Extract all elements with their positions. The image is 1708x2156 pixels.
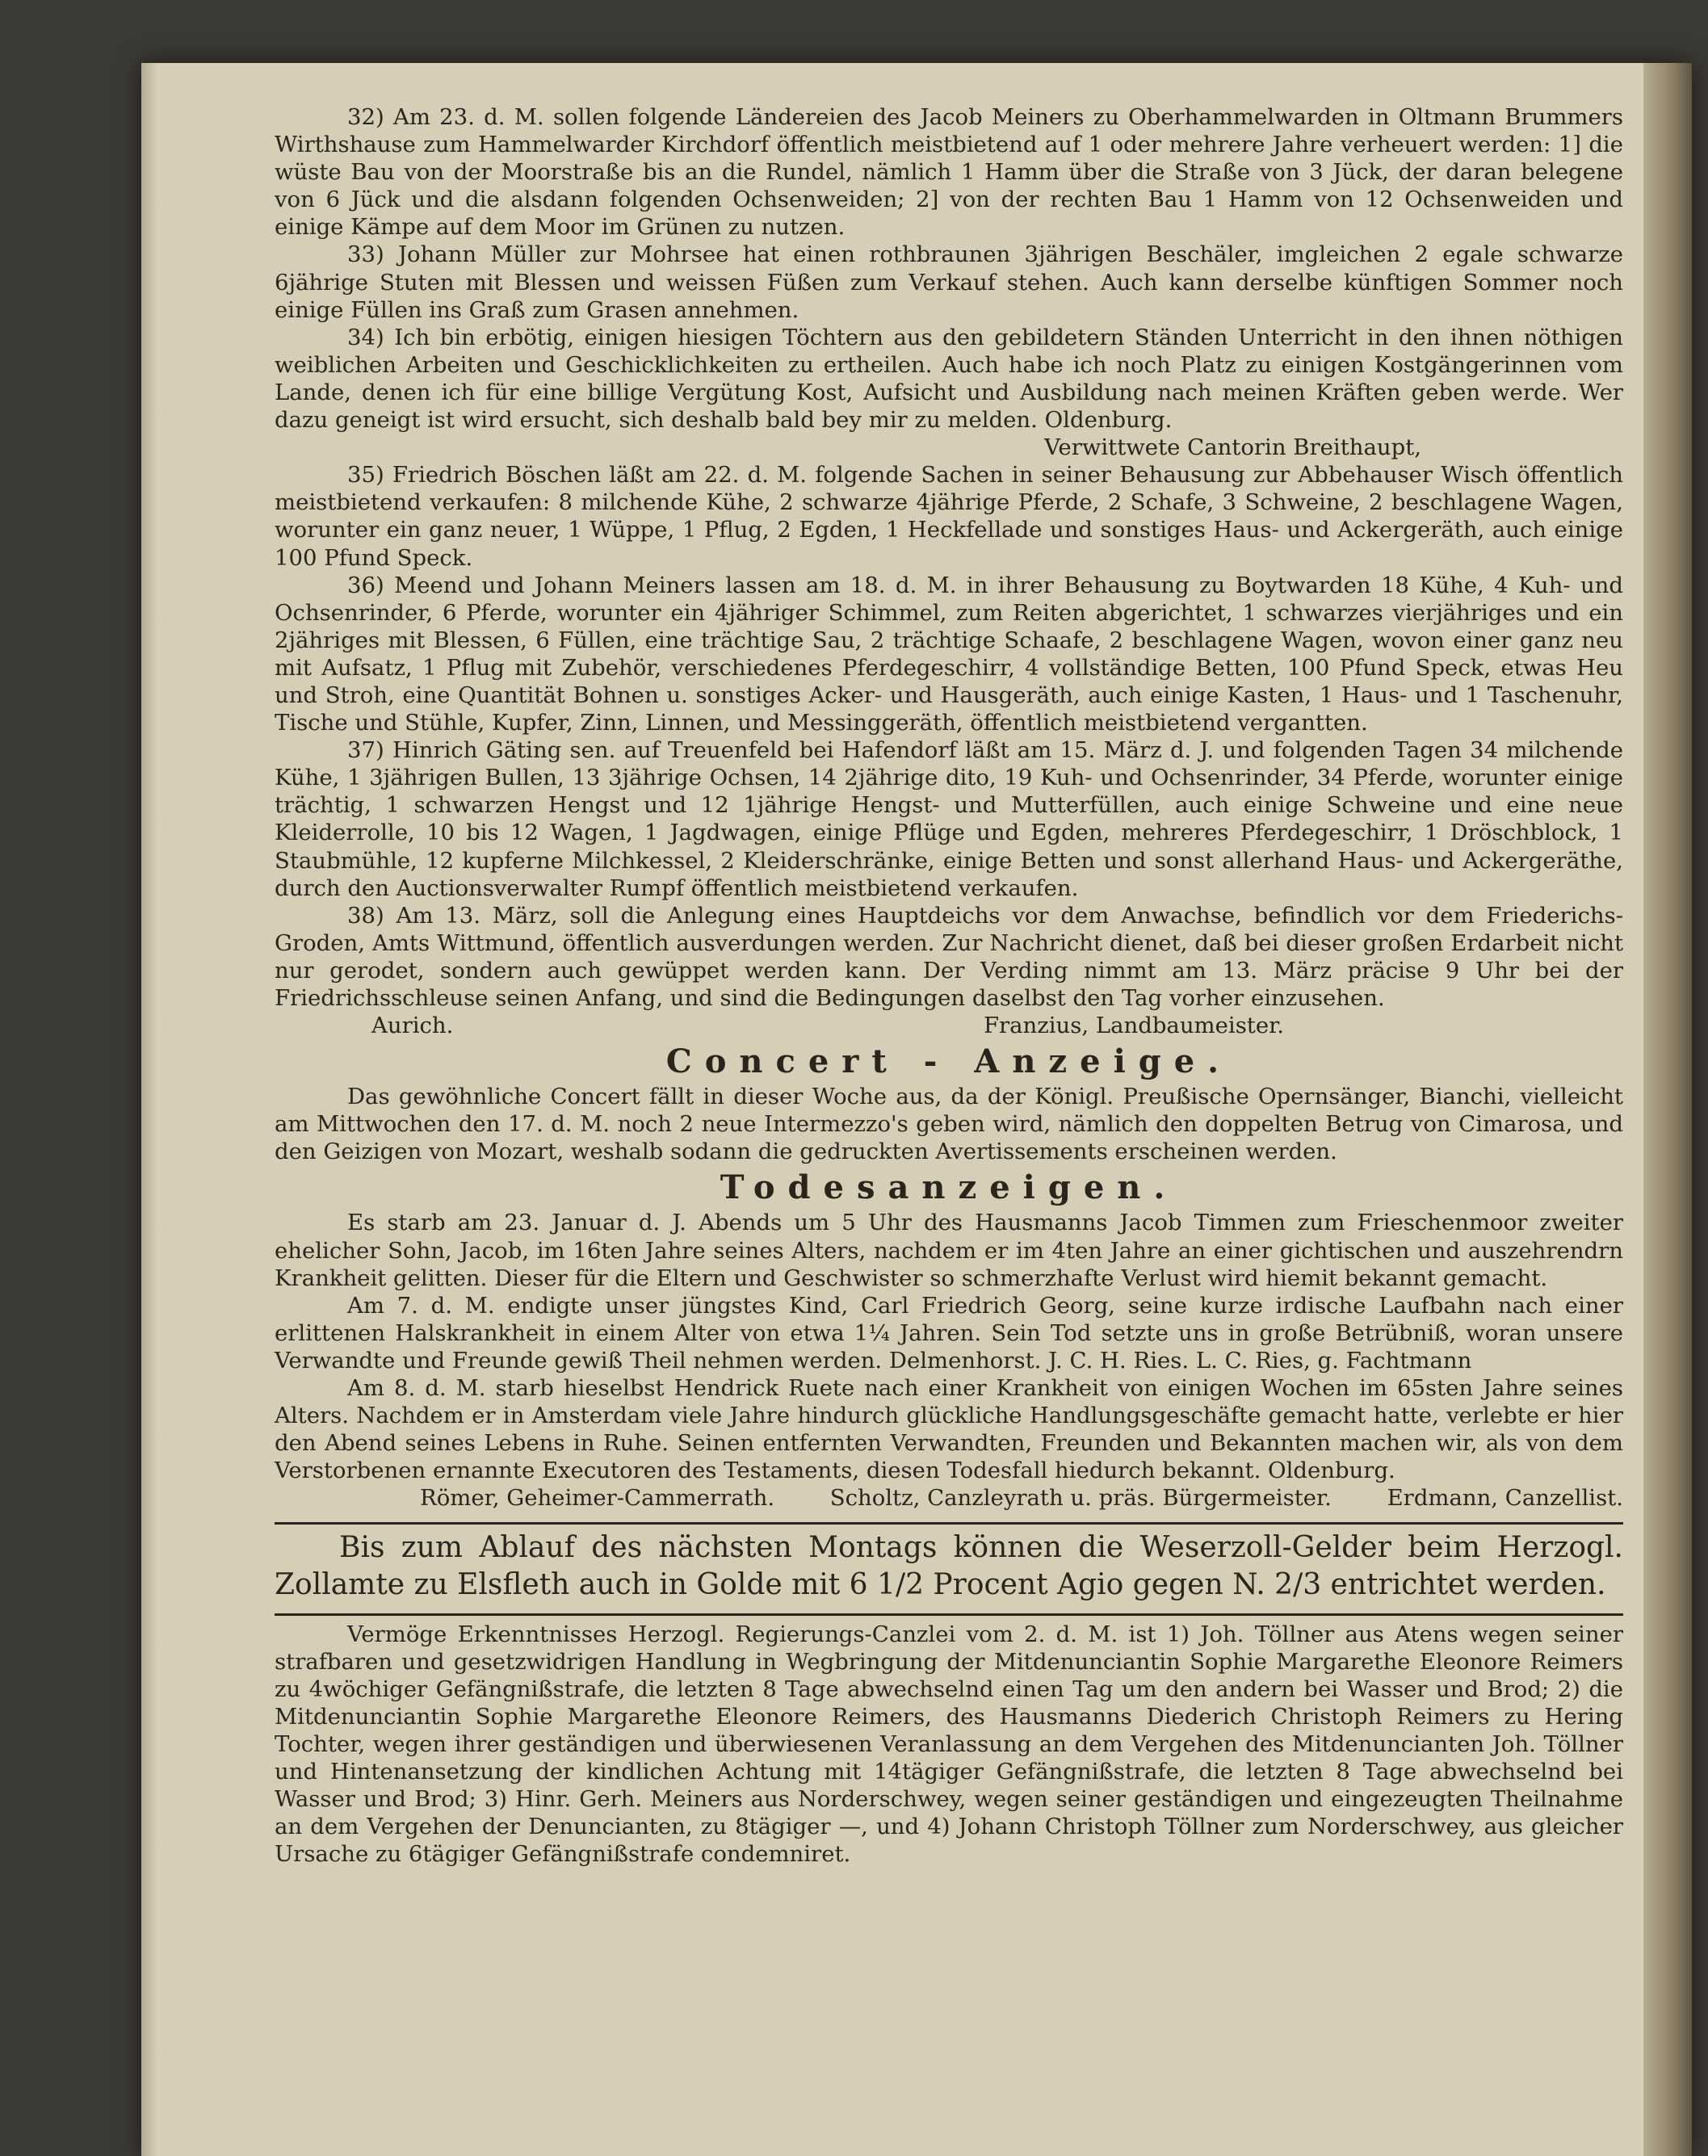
newspaper-page <box>141 63 1692 2156</box>
notice-35: 35) Friedrich Böschen läßt am 22. d. M. folgende Sachen in seiner Behausung zur Abbehauser Wisch öffentlich meistbietend verkaufen: 8 milchende Kühe, 2 schwarze 4jährige Pferde, 2 Schafe, 3 Schweine, 2 beschlagene Wagen, worunter ein ganz neuer, 1 Wüppe, 1 Pflug, 2 Egden, 1 Heckfellade und sonstiges Haus- und Ackergeräth, auch einige 100 Pfund Speck. <box>275 462 1623 571</box>
notice-32: 32) Am 23. d. M. sollen folgende Ländereien des Jacob Meiners zu Oberhammelwarden in Oltmann Brummers Wirthshause zum Hammelwarder Kirchdorf öffentlich meistbietend auf 1 oder mehrere Jahre verheuert werden: 1] die wüste Bau von der Moorstraße bis an die Rundel, nämlich 1 Hamm über die Straße von 3 Jück, der daran belegene von 6 Jück und die alsdann folgenden Ochsenweiden; 2] von der rechten Bau 1 Hamm von 12 Ochsenweiden und einige Kämpe auf dem Moor im Grünen zu nutzen. <box>275 104 1623 241</box>
page-left-edge <box>141 63 157 2156</box>
signature-erdmann: Erdmann, Canzellist. <box>1387 1485 1623 1512</box>
notice-34: 34) Ich bin erbötig, einigen hiesigen Töchtern aus den gebildetern Ständen Unterricht in den ihnen nöthigen weiblichen Arbeiten und Geschicklichkeiten zu ertheilen. Auch habe ich noch Platz zu einigen Kostgängerinnen vom Lande, denen ich für eine billige Vergütung Kost, Aufsicht und Ausbildung nach meinen Kräften geben werde. Wer dazu geneigt ist wird ersucht, sich deshalb bald bey mir zu melden. Oldenburg. <box>275 324 1623 434</box>
notice-37: 37) Hinrich Gäting sen. auf Treuenfeld bei Hafendorf läßt am 15. März d. J. und folgenden Tagen 34 milchende Kühe, 1 3jährigen Bullen, 13 3jährige Ochsen, 14 2jährige dito, 19 Kuh- und Ochsenrinder, 34 Pferde, worunter einige trächtig, 1 schwarzen Hengst und 12 1jährige Hengst- und Mutterfüllen, auch einige Schweine und eine neue Kleiderrolle, 10 bis 12 Wagen, 1 Jagdwagen, einige Pflüge und Egden, mehreres Pferdegeschirr, 1 Dröschblock, 1 Staubmühle, 12 kupferne Milchkessel, 2 Kleiderschränke, einige Betten und sonst allerhand Haus- und Ackergeräthe, durch den Auctionsverwalter Rumpf öffentlich meistbietend verkaufen. <box>275 737 1623 901</box>
notice-38: 38) Am 13. März, soll die Anlegung eines Hauptdeichs vor dem Anwachse, befindlich vor dem Friederichs-Groden, Amts Wittmund, öffentlich ausverdungen werden. Zur Nachricht dienet, daß bei dieser großen Erdarbeit nicht nur gerodet, sondern auch gewüppet werden kann. Der Verding nimmt am 13. März präcise 9 Uhr bei der Friedrichsschleuse seinen Anfang, und sind die Bedingungen daselbst den Tag vorher einzusehen. <box>275 902 1623 1011</box>
separator-rule-1 <box>275 1522 1623 1525</box>
signature-scholtz: Scholtz, Canzleyrath u. präs. Bürgermeister. <box>829 1485 1332 1512</box>
death-notice-1: Es starb am 23. Januar d. J. Abends um 5 Uhr des Hausmanns Jacob Timmen zum Frieschenmoor zweiter ehelicher Sohn, Jacob, im 16ten Jahre seines Alters, nachdem er im 4ten Jahre an einer gichtischen und auszehrendrn Krankheit gelitten. Dieser für die Eltern und Geschwister so schmerzhafte Verlust wird hiemit bekannt gemacht. <box>275 1210 1623 1291</box>
death-notice-2: Am 7. d. M. endigte unser jüngstes Kind, Carl Friedrich Georg, seine kurze irdische Laufbahn nach einer erlittenen Halskrankheit in einem Alter von etwa 1¼ Jahren. Sein Tod setzte uns in große Betrübniß, woran unsere Verwandte und Freunde gewiß Theil nehmen werden. Delmenhorst. J. C. H. Ries. L. C. Ries, g. Fachtmann <box>275 1292 1623 1374</box>
page-text <box>275 103 1623 1868</box>
death-notice-signatures <box>275 1484 1623 1512</box>
notice-38-place: Aurich. <box>371 1013 454 1039</box>
page-binding-shadow <box>1643 63 1692 2156</box>
notice-38-signature: Franzius, Landbaumeister. <box>983 1013 1284 1039</box>
concert-text: Das gewöhnliche Concert fällt in dieser Woche aus, da der Königl. Preußische Opernsänger, Bianchi, vielleicht am Mittwochen den 17. d. M. noch 2 neue Intermezzo's geben wird, nämlich den doppelten Betrug von Cimarosa, und den Geizigen von Mozart, weshalb sodann die gedruckten Avertissements erscheinen werden. <box>275 1084 1623 1165</box>
notice-33: 33) Johann Müller zur Mohrsee hat einen rothbraunen 3jährigen Beschäler, imgleichen 2 egale schwarze 6jährige Stuten mit Blessen und weissen Füßen zum Verkauf stehen. Auch kann derselbe künftigen Sommer noch einige Füllen ins Graß zum Grasen annehmen. <box>275 241 1623 323</box>
court-sentence-notice: Vermöge Erkenntnisses Herzogl. Regierungs-Canzlei vom 2. d. M. ist 1) Joh. Töllner aus Atens wegen seiner strafbaren und gesetzwidrigen Handlung in Wegbringung der Mitdenunciantin Sophie Margarethe Eleonore Reimers zu 4wöchiger Gefängnißstrafe, die letzten 8 Tage abwechselnd einen Tag um den andern bei Wasser und Brod; 2) die Mitdenunciantin Sophie Margarethe Eleonore Reimers, des Hausmanns Diederich Christoph Reimers zu Hering Tochter, wegen ihrer geständigen und überwiesenen Veranlassung an dem Vergehen des Mitdenuncianten Joh. Töllner und Hintenansetzung der kindlichen Achtung mit 14tägiger Gefängnißstrafe, die letzten 8 Tage abwechselnd bei Wasser und Brod; 3) Hinr. Gerh. Meiners aus Norderschwey, wegen seiner geständigen und eingezeugten Theilnahme an dem Vergehen der Denuncianten, zu 8tägiger —, und 4) Johann Christoph Töllner zum Norderschwey, aus gleicher Ursache zu 6tägiger Gefängnißstrafe condemniret. <box>275 1621 1623 1868</box>
notice-36: 36) Meend und Johann Meiners lassen am 18. d. M. in ihrer Behausung zu Boytwarden 18 Kühe, 4 Kuh- und Ochsenrinder, 6 Pferde, worunter ein 4jähriger Schimmel, zum Reiten abgerichtet, 1 schwarzes vierjähriges und ein 2jähriges mit Blessen, 6 Füllen, eine trächtige Sau, 2 trächtige Schaafe, 2 beschlagene Wagen, wovon einer ganz neu mit Aufsatz, 1 Pflug mit Zubehör, verschiedenes Pferdegeschirr, 4 vollständige Betten, 100 Pfund Speck, etwas Heu und Stroh, eine Quantität Bohnen u. sonstiges Acker- und Hausgeräth, auch einige Kasten, 1 Haus- und 1 Taschenuhr, Tische und Stühle, Kupfer, Zinn, Linnen, und Messinggeräth, öffentlich meistbietend vergantten. <box>275 572 1623 736</box>
notice-38-footer <box>275 1012 1623 1039</box>
weser-toll-notice: Bis zum Ablauf des nächsten Montags können die Weserzoll-Gelder beim Herzogl. Zollamte zu Elsfleth auch in Golde mit 6 1/2 Procent Agio gegen N. 2/3 entrichtet werden. <box>275 1530 1623 1601</box>
notice-34-signature: Verwittwete Cantorin Breithaupt, <box>1044 434 1421 461</box>
separator-rule-2 <box>275 1613 1623 1616</box>
signature-roemer: Römer, Geheimer-Cammerrath. <box>420 1485 775 1512</box>
death-notice-3: Am 8. d. M. starb hieselbst Hendrick Ruete nach einer Krankheit von einigen Wochen im 65sten Jahre seines Alters. Nachdem er in Amsterdam viele Jahre hindurch glückliche Handlungsgeschäfte gemacht hatte, verlebte er hier den Abend seines Lebens in Ruhe. Seinen entfernten Verwandten, Freunden und Bekannten machen wir, als von dem Verstorbenen ernannte Executoren des Testaments, diesen Todesfall hiedurch bekannt. Oldenburg. <box>275 1375 1623 1484</box>
death-notices-heading: Todesanzeigen. <box>720 1168 1178 1207</box>
concert-heading: Concert - Anzeige. <box>665 1042 1232 1081</box>
